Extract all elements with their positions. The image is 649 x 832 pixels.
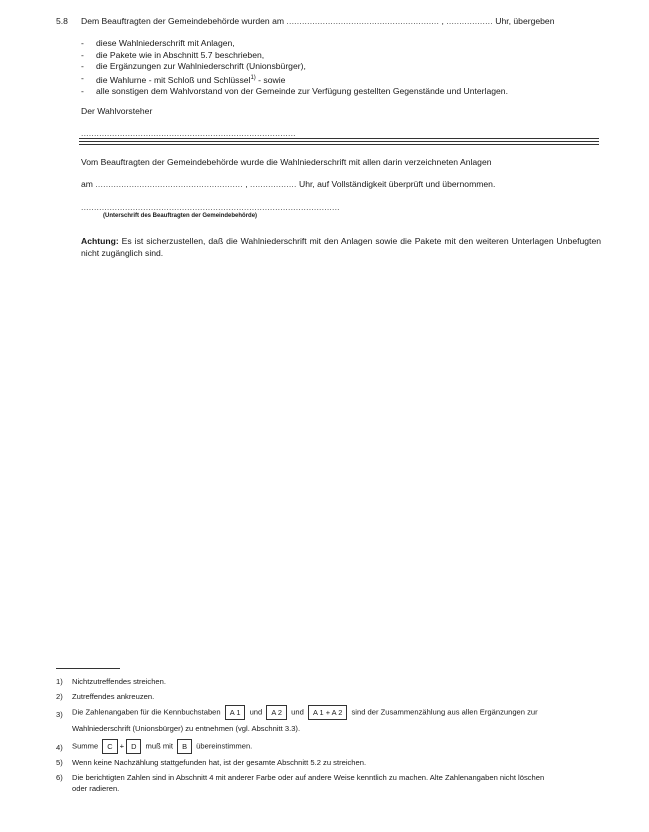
handover-item-list (81, 38, 508, 98)
receipt-time-field[interactable]: .................. (250, 179, 297, 189)
footnote-ref: 1) (250, 74, 256, 81)
footnote-number: 6) (56, 773, 63, 782)
code-box-a1-a2: A 1 + A 2 (308, 705, 347, 720)
handover-date-field[interactable]: ........................................................... (286, 16, 440, 26)
footnote-text: Zutreffendes ankreuzen. (72, 692, 155, 701)
receipt-suffix: Uhr, auf Vollständigkeit überprüft und übernommen. (298, 179, 496, 189)
receipt-date-line (81, 179, 495, 189)
footnote-number: 3) (56, 710, 63, 719)
handover-line (81, 16, 554, 26)
footnote-text: und (249, 707, 263, 717)
footnote-text: und (291, 707, 304, 717)
receipt-am-label: am (81, 179, 93, 189)
receipt-signature-caption: (Unterschrift des Beauftragten der Gemeindebehörde) (103, 213, 258, 219)
code-box-c: C (102, 739, 117, 754)
receipt-signature-field[interactable]: .................................................................................................... (81, 202, 340, 212)
section-divider-thin (79, 144, 599, 145)
plus-sign: + (119, 741, 125, 751)
footnote-summe (72, 739, 252, 754)
handover-time-suffix: Uhr, übergeben (495, 16, 555, 26)
warning-label: Achtung: (81, 236, 119, 246)
wahlvorsteher-signature-field[interactable]: ................................................................................... (81, 128, 296, 138)
footnote-text: übereinstimmen. (196, 741, 253, 751)
footnote-kennbuchstaben (72, 705, 538, 720)
footnote-text: Wahlniederschrift (Unionsbürger) zu entnehmen (vgl. Abschnitt 3.3). (72, 724, 301, 733)
footnote-text: muß mit (145, 741, 173, 751)
handover-item: - alle sonstigen dem Wahlvorstand von der Gemeinde zur Verfügung gestellten Gegenstände und Unterlagen. (81, 86, 508, 98)
footnote-text: sind der Zusammenzählung aus allen Ergänzungen zur (351, 707, 538, 717)
handover-item: - diese Wahlniederschrift mit Anlagen, (81, 38, 508, 50)
footnote-number: 4) (56, 743, 63, 752)
section-number: 5.8 (56, 16, 68, 26)
code-box-a1: A 1 (225, 705, 246, 720)
code-box-b: B (177, 739, 192, 754)
receipt-date-field[interactable]: ......................................................... (95, 179, 243, 189)
footnote-number: 1) (56, 677, 63, 686)
wahlvorsteher-label: Der Wahlvorsteher (81, 106, 153, 116)
footnote-divider (56, 668, 120, 669)
code-box-a2: A 2 (266, 705, 287, 720)
receipt-text: Vom Beauftragten der Gemeindebehörde wurde die Wahlniederschrift mit allen darin verzeichneten Anlagen (81, 157, 492, 167)
footnote-text: Die berichtigten Zahlen sind in Abschnitt 4 mit anderer Farbe oder auf andere Weise kenntlich zu machen. Alte Zahlenangaben nicht löschen (72, 773, 545, 782)
footnote-text: Wenn keine Nachzählung stattgefunden hat, ist der gesamte Abschnitt 5.2 zu streichen. (72, 758, 367, 767)
footnote-number: 2) (56, 692, 63, 701)
handover-item (81, 73, 508, 86)
footnote-text: Summe (72, 741, 99, 751)
receipt-comma: , (245, 179, 248, 189)
section-divider (79, 138, 599, 142)
handover-item-suffix: - sowie (255, 74, 286, 85)
footnote-number: 5) (56, 758, 63, 767)
handover-item: - die Ergänzungen zur Wahlniederschrift (Unionsbürger), (81, 61, 508, 73)
handover-intro: Dem Beauftragten der Gemeindebehörde wurden am (81, 16, 285, 26)
warning-text: Es ist sicherzustellen, daß die Wahlniederschrift mit den Anlagen sowie die Pakete mit den weiteren Unterlagen Unbefugten nicht zugänglich sind. (81, 236, 601, 258)
code-box-d: D (126, 739, 141, 754)
handover-comma: , (441, 16, 444, 26)
handover-item: - die Pakete wie in Abschnitt 5.7 beschrieben, (81, 50, 508, 62)
footnote-text: Die Zahlenangaben für die Kennbuchstaben (72, 707, 221, 717)
handover-time-field[interactable]: .................. (446, 16, 493, 26)
warning-notice (81, 235, 601, 259)
footnote-text: Nichtzutreffendes streichen. (72, 677, 166, 686)
footnote-text: oder radieren. (72, 784, 120, 793)
handover-item-text: die Wahlurne - mit Schloß und Schlüssel (96, 74, 251, 85)
